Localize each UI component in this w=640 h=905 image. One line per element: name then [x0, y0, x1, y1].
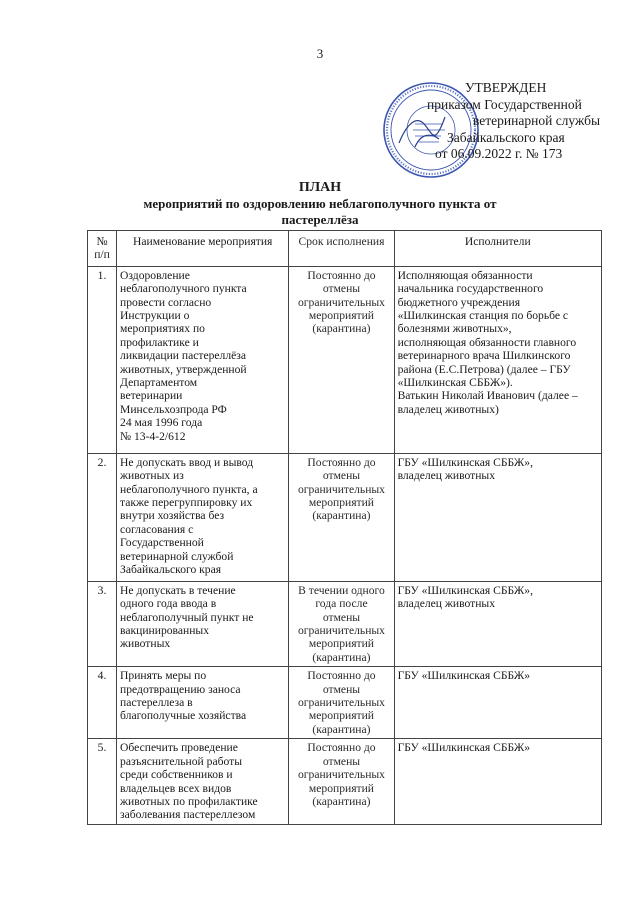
header-executors: Исполнители [394, 231, 601, 267]
row-measure: Оздоровление неблагополучного пункта провести согласно Инструкции о мероприятиях по профилактике и ликвидации пастереллёза животных, утвержденной Департаментом ветеринарии Минсельхозпрода РФ 24 мая 1996 года № 13-4-2/612 [117, 266, 289, 453]
row-deadline: Постоянно до отмены ограничительных мероприятий (карантина) [289, 266, 394, 453]
approval-date: от 06.09.2022 г. № 173 [435, 146, 563, 161]
row-number: 4. [88, 667, 117, 739]
row-measure: Принять меры по предотвращению заноса пастереллеза в благополучные хозяйства [117, 667, 289, 739]
row-deadline: Постоянно до отмены ограничительных мероприятий (карантина) [289, 739, 394, 824]
approval-order: приказом Государственной [427, 96, 582, 112]
approval-block [427, 80, 617, 163]
table-header-row [88, 231, 602, 267]
row-executors: Исполняющая обязанности начальника государственного бюджетного учреждения «Шилкинская станция по борьбе с болезнями животных», исполняющая обязанности главного ветеринарного врача Шилкинского района (Е.С.Петрова) (далее – ГБУ «Шилкинская СББЖ»). Ватькин Николай Иванович (далее – владелец животных) [394, 266, 601, 453]
row-measure: Не допускать ввод и вывод животных из неблагополучного пункта, а также перегруппировку их внутри хозяйства без согласования с Государственной ветеринарной службой Забайкальского края [117, 453, 289, 581]
measures-table [87, 230, 602, 825]
header-number: № п/п [88, 231, 117, 267]
title-main: ПЛАН [298, 180, 342, 195]
row-executors: ГБУ «Шилкинская СББЖ», владелец животных [394, 581, 601, 666]
header-deadline: Срок исполнения [289, 231, 394, 267]
header-measure: Наименование мероприятия [117, 231, 289, 267]
row-deadline: Постоянно до отмены ограничительных мероприятий (карантина) [289, 667, 394, 739]
document-title [0, 180, 640, 228]
row-deadline: В течении одного года после отмены ограничительных мероприятий (карантина) [289, 581, 394, 666]
approval-heading: УТВЕРЖДЕН [465, 80, 547, 95]
table-row [88, 581, 602, 666]
row-number: 1. [88, 266, 117, 453]
title-line2: мероприятий по оздоровлению неблагополучного пункта от [143, 196, 497, 211]
table-row [88, 453, 602, 581]
row-number: 2. [88, 453, 117, 581]
table-row [88, 266, 602, 453]
approval-service: ветеринарной службы [473, 113, 601, 128]
row-measure: Обеспечить проведение разъяснительной работы среди собственников и владельцев всех видов животных по профилактике заболевания пастереллезом [117, 739, 289, 824]
table-row [88, 667, 602, 739]
row-executors: ГБУ «Шилкинская СББЖ» [394, 667, 601, 739]
row-measure: Не допускать в течение одного года ввода в неблагополучный пункт не вакцинированных животных [117, 581, 289, 666]
approval-region: Забайкальского края [447, 129, 565, 145]
row-number: 5. [88, 739, 117, 824]
row-executors: ГБУ «Шилкинская СББЖ» [394, 739, 601, 824]
row-deadline: Постоянно до отмены ограничительных мероприятий (карантина) [289, 453, 394, 581]
row-executors: ГБУ «Шилкинская СББЖ», владелец животных [394, 453, 601, 581]
title-line3: пастереллёза [281, 212, 359, 227]
page-number: 3 [316, 46, 324, 61]
table-row [88, 739, 602, 824]
row-number: 3. [88, 581, 117, 666]
